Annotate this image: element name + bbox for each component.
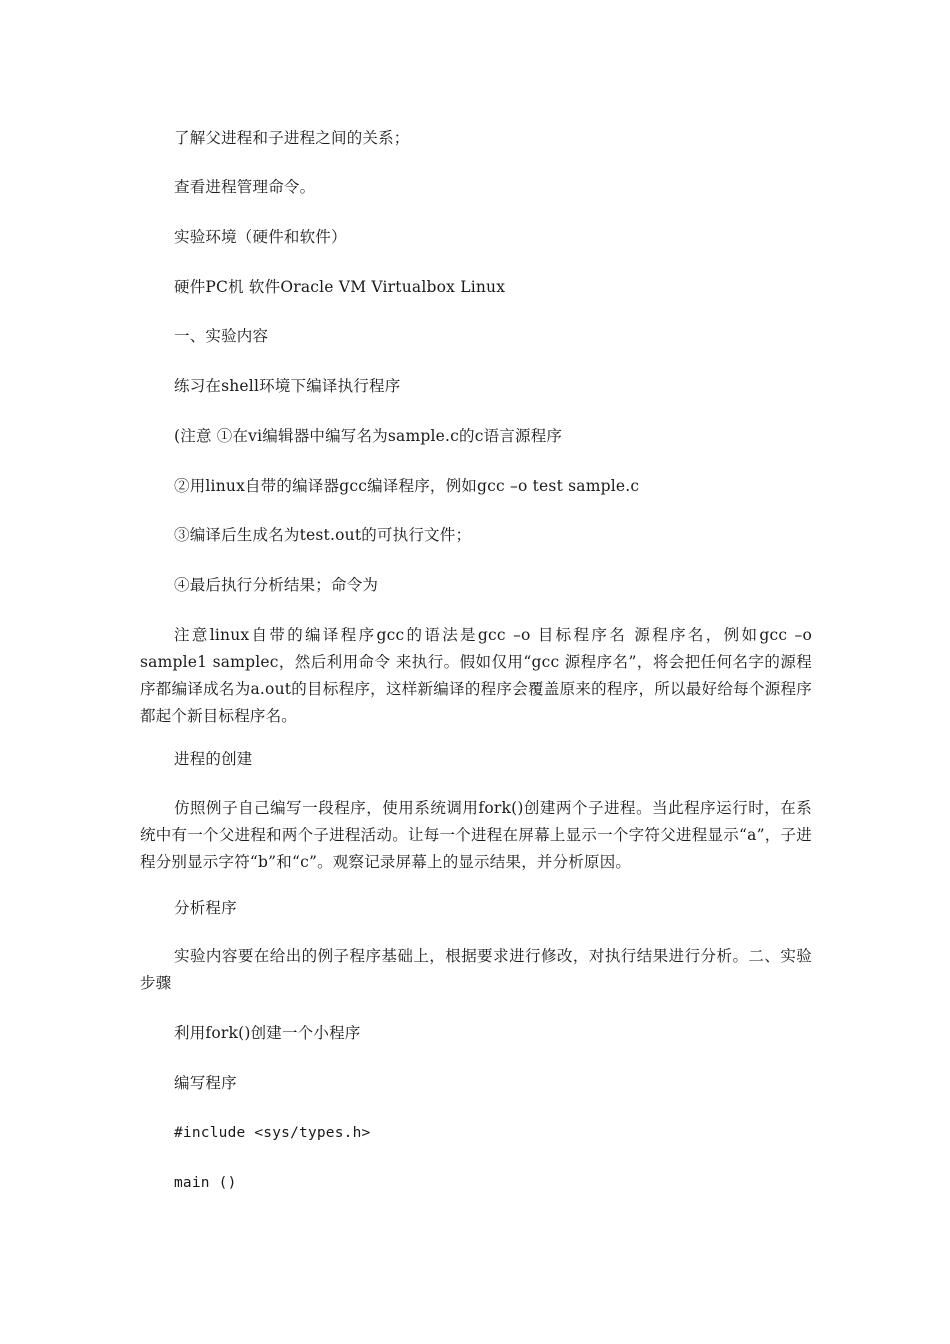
text-line-note-step1: (注意 ①在vi编辑器中编写名为sample.c的c语言源程序 [174, 427, 563, 445]
text-line-fork-small-program: 利用fork()创建一个小程序 [174, 1024, 361, 1042]
section-heading-content: 一、实验内容 [174, 327, 269, 345]
paragraph-gcc-note: 注意linux自带的编译程序gcc的语法是gcc –o 目标程序名 源程序名，例如gcc –o sample1 samplec，然后利用命令 来执行。假如仅用“gcc 源程序名”，将会把任何名字的源程序都编译成名为a.out的目标程序，这样新编译的程序会覆盖原来的程序，所以最好给每个源程序都起个新目标程序名。 [140, 626, 812, 725]
section-heading-environment: 实验环境（硬件和软件） [174, 228, 347, 246]
text-line-step3: ③编译后生成名为test.out的可执行文件； [174, 526, 472, 544]
code-line-main: main () [174, 1175, 237, 1191]
text-line-relationship: 了解父进程和子进程之间的关系； [174, 129, 410, 147]
text-line-step2: ②用linux自带的编译器gcc编译程序，例如gcc –o test sample.c [174, 477, 640, 495]
code-line-include: #include <sys/types.h> [174, 1125, 371, 1141]
text-line-hardware-software: 硬件PC机 软件Oracle VM Virtualbox Linux [174, 278, 506, 296]
paragraph-fork-task: 仿照例子自己编写一段程序，使用系统调用fork()创建两个子进程。当此程序运行时，在系统中有一个父进程和两个子进程活动。让每一个进程在屏幕上显示一个字符父进程显示“a”，子进程分别显示字符“b”和“c”。观察记录屏幕上的显示结果，并分析原因。 [140, 799, 812, 871]
paragraph-steps: 实验内容要在给出的例子程序基础上，根据要求进行修改，对执行结果进行分析。二、实验步骤 [140, 947, 812, 992]
text-line-step4: ④最后执行分析结果；命令为 [174, 576, 379, 594]
section-heading-process-create: 进程的创建 [174, 750, 253, 768]
text-line-write-program: 编写程序 [174, 1074, 237, 1092]
text-line-view-commands: 查看进程管理命令。 [174, 178, 316, 196]
section-heading-analyze: 分析程序 [174, 899, 237, 917]
text-line-shell-practice: 练习在shell环境下编译执行程序 [174, 377, 401, 395]
